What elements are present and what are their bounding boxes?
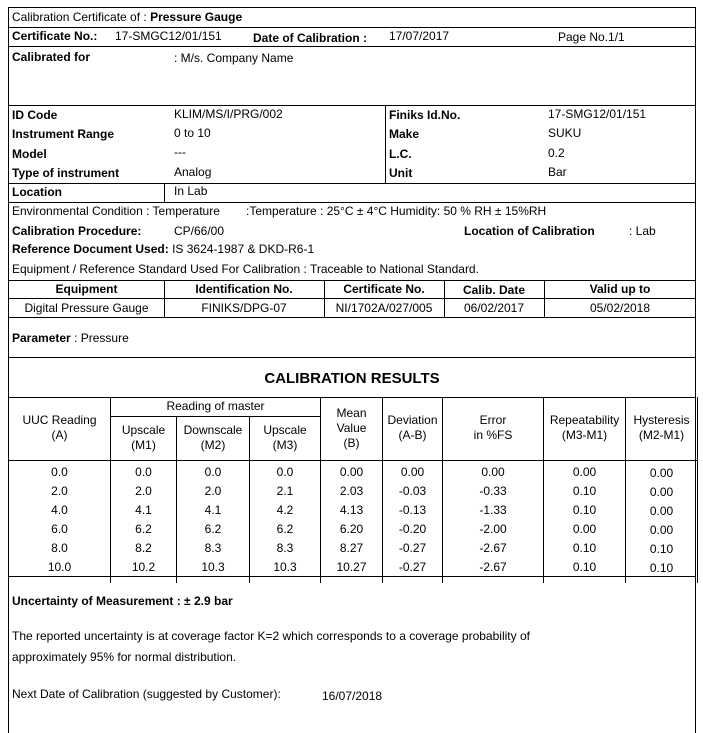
- cell-deviation: 0.00: [383, 460, 443, 482]
- cell-hysteresis: 0.00: [626, 482, 698, 501]
- table-row: [9, 539, 698, 558]
- cell-m1: 8.2: [111, 539, 177, 558]
- cell-hysteresis: 0.00: [626, 501, 698, 520]
- page-number: Page No.1/1: [558, 30, 625, 44]
- cell-m2: 6.2: [177, 520, 250, 539]
- header-deviation-line2: (A-B): [398, 428, 427, 443]
- cell-m3: 6.2: [250, 520, 321, 539]
- date-value: 17/07/2017: [389, 29, 450, 43]
- table-row: [9, 460, 698, 482]
- id-code-value: KLIM/MS/I/PRG/002: [174, 107, 283, 121]
- cell-repeatability: 0.00: [544, 520, 626, 539]
- cell-uuc: 2.0: [9, 482, 111, 501]
- cell-mean: 0.00: [321, 460, 383, 482]
- calibrated-for-label: Calibrated for: [12, 50, 91, 64]
- cell-hysteresis: 0.10: [626, 539, 698, 558]
- cert-of-value: Pressure Gauge: [150, 10, 243, 24]
- header-upscale-m3: [250, 416, 321, 460]
- cell-error: -1.33: [443, 501, 544, 520]
- cell-m2: 10.3: [177, 558, 250, 577]
- type-label: Type of instrument: [12, 166, 120, 180]
- cell-deviation: -0.03: [383, 482, 443, 501]
- header-downscale-m2: [177, 416, 250, 460]
- cell-m3: 2.1: [250, 482, 321, 501]
- cell-error: -0.33: [443, 482, 544, 501]
- cell-m1: 0.0: [111, 460, 177, 482]
- cell-m1: 6.2: [111, 520, 177, 539]
- eq-equipment: Digital Pressure Gauge: [24, 301, 149, 315]
- cell-repeatability: 0.10: [544, 539, 626, 558]
- results-table: [8, 397, 698, 583]
- header-upscale-m3-line2: (M3): [272, 438, 298, 452]
- date-label: Date of Calibration :: [253, 31, 368, 45]
- cell-deviation: -0.13: [383, 501, 443, 520]
- reference-value: IS 3624-1987 & DKD-R6-1: [172, 242, 315, 256]
- header-error-line2: in %FS: [473, 428, 513, 443]
- cert-of-line: [12, 10, 242, 25]
- unit-label: Unit: [389, 166, 413, 180]
- id-code-label: ID Code: [12, 108, 58, 122]
- lc-value: 0.2: [548, 146, 565, 160]
- model-label: Model: [12, 147, 47, 161]
- certificate-page: [8, 7, 696, 733]
- make-label: Make: [389, 127, 420, 141]
- cell-deviation: -0.20: [383, 520, 443, 539]
- header-uuc: [9, 397, 111, 460]
- cell-m2: 0.0: [177, 460, 250, 482]
- cell-m2: 8.3: [177, 539, 250, 558]
- header-error-line1: Error: [479, 413, 507, 428]
- cell-uuc: 0.0: [9, 460, 111, 482]
- cell-error: -2.67: [443, 539, 544, 558]
- location-value: In Lab: [174, 184, 208, 198]
- header-upscale-m1-line2: (M1): [131, 438, 156, 452]
- cell-mean: 6.20: [321, 520, 383, 539]
- cell-hysteresis: 0.00: [626, 460, 698, 482]
- note-line-2: approximately 95% for normal distribution.: [12, 650, 237, 664]
- cert-no-label: Certificate No.:: [12, 29, 98, 43]
- header-deviation-line1: Deviation: [387, 413, 438, 428]
- cell-m3: 10.3: [250, 558, 321, 577]
- cell-error: -2.67: [443, 558, 544, 577]
- header-hysteresis: [626, 397, 698, 460]
- cell-mean: 2.03: [321, 482, 383, 501]
- header-downscale-m2-line1: Downscale: [183, 423, 243, 437]
- equipment-line-label: Equipment / Reference Standard Used For Calibration: [12, 262, 301, 276]
- reference-label: Reference Document Used:: [12, 242, 169, 256]
- eq-header-certificate: Certificate No.: [343, 282, 425, 296]
- type-value: Analog: [174, 165, 212, 179]
- header-error: [443, 397, 544, 460]
- cell-mean: 8.27: [321, 539, 383, 558]
- reference-line: [12, 242, 314, 257]
- cell-repeatability: 0.10: [544, 501, 626, 520]
- cell-uuc: 8.0: [9, 539, 111, 558]
- cell-hysteresis: 0.10: [626, 558, 698, 577]
- header-mean-line2: Value: [336, 420, 367, 435]
- uncertainty-label: Uncertainty of Measurement :: [12, 594, 181, 608]
- next-date-label: Next Date of Calibration (suggested by Customer):: [12, 687, 281, 701]
- header-mean-line3: (B): [343, 435, 360, 450]
- uncertainty-line: [12, 594, 233, 609]
- procedure-value: CP/66/00: [174, 224, 225, 238]
- cell-hysteresis: 0.00: [626, 520, 698, 539]
- header-repeatability-line1: Repeatability: [549, 413, 620, 428]
- cell-error: -2.00: [443, 520, 544, 539]
- cell-uuc: 6.0: [9, 520, 111, 539]
- cell-m2: 4.1: [177, 501, 250, 520]
- header-repeatability-line2: (M3-M1): [561, 428, 608, 443]
- cell-m3: 8.3: [250, 539, 321, 558]
- results-title: CALIBRATION RESULTS: [264, 370, 440, 387]
- header-mean: [321, 397, 383, 460]
- finiks-value: 17-SMG12/01/151: [548, 107, 647, 121]
- lc-label: L.C.: [389, 147, 412, 161]
- range-value: 0 to 10: [174, 126, 211, 140]
- equipment-line-value: : Traceable to National Standard.: [303, 262, 479, 276]
- cell-m2: 2.0: [177, 482, 250, 501]
- note-line-1: The reported uncertainty is at coverage factor K=2 which corresponds to a coverage probability of: [12, 629, 530, 643]
- table-row: [9, 520, 698, 539]
- finiks-label: Finiks Id.No.: [389, 108, 461, 122]
- cell-m1: 2.0: [111, 482, 177, 501]
- table-row: [9, 482, 698, 501]
- cell-m3: 0.0: [250, 460, 321, 482]
- eq-calib-date: 06/02/2017: [463, 301, 525, 315]
- cell-deviation: -0.27: [383, 539, 443, 558]
- table-row: [9, 501, 698, 520]
- eq-certificate: NI/1702A/027/005: [335, 301, 433, 315]
- env-label: Environmental Condition : Temperature: [12, 204, 220, 218]
- eq-header-calib-date: Calib. Date: [462, 283, 525, 297]
- location-label: Location: [12, 185, 62, 199]
- cal-location-label: Location of Calibration: [464, 224, 595, 238]
- eq-identification: FINIKS/DPG-07: [201, 301, 287, 315]
- cell-repeatability: 0.00: [544, 460, 626, 482]
- equipment-line: [12, 262, 479, 277]
- parameter-label: Parameter: [12, 331, 71, 345]
- header-hysteresis-line2: (M2-M1): [638, 428, 685, 443]
- parameter-line: [12, 331, 129, 346]
- eq-valid-up-to: 05/02/2018: [589, 301, 651, 315]
- eq-header-equipment: Equipment: [55, 282, 118, 296]
- header-upscale-m3-line1: Upscale: [263, 423, 307, 437]
- cell-mean: 10.27: [321, 558, 383, 577]
- cell-repeatability: 0.10: [544, 558, 626, 577]
- parameter-value: : Pressure: [74, 331, 129, 345]
- cell-m1: 10.2: [111, 558, 177, 577]
- make-value: SUKU: [548, 126, 582, 140]
- cell-error: 0.00: [443, 460, 544, 482]
- eq-header-identification: Identification No.: [195, 282, 293, 296]
- cert-no-value: 17-SMGC12/01/151: [115, 29, 222, 43]
- header-upscale-m1: [111, 416, 177, 460]
- model-value: ---: [174, 145, 186, 159]
- unit-value: Bar: [548, 165, 567, 179]
- header-uuc-line1: UUC Reading: [22, 413, 97, 428]
- eq-header-valid-up-to: Valid up to: [589, 282, 651, 296]
- header-master: Reading of master: [111, 397, 321, 416]
- cell-deviation: -0.27: [383, 558, 443, 577]
- next-date-value: 16/07/2018: [322, 689, 383, 703]
- procedure-label: Calibration Procedure:: [12, 224, 142, 238]
- header-upscale-m1-line1: Upscale: [121, 423, 166, 437]
- cert-of-label: Calibration Certificate of :: [12, 10, 147, 24]
- header-deviation: [383, 397, 443, 460]
- cal-location-value: : Lab: [629, 224, 656, 238]
- calibrated-for-value: : M/s. Company Name: [174, 51, 294, 65]
- header-uuc-line2: (A): [51, 428, 68, 443]
- range-label: Instrument Range: [12, 127, 115, 141]
- cell-uuc: 4.0: [9, 501, 111, 520]
- header-hysteresis-line1: Hysteresis: [633, 413, 690, 428]
- header-repeatability: [544, 397, 626, 460]
- table-row: [9, 558, 698, 577]
- cell-m3: 4.2: [250, 501, 321, 520]
- uncertainty-value: ± 2.9 bar: [184, 594, 233, 608]
- table-bottom-pad: [9, 577, 698, 583]
- cell-uuc: 10.0: [9, 558, 111, 577]
- env-value: :Temperature : 25°C ± 4°C Humidity: 50 % RH ± 15%RH: [246, 204, 547, 218]
- header-downscale-m2-line2: (M2): [200, 438, 226, 452]
- cell-m1: 4.1: [111, 501, 177, 520]
- cell-repeatability: 0.10: [544, 482, 626, 501]
- header-mean-line1: Mean: [336, 405, 367, 420]
- cell-mean: 4.13: [321, 501, 383, 520]
